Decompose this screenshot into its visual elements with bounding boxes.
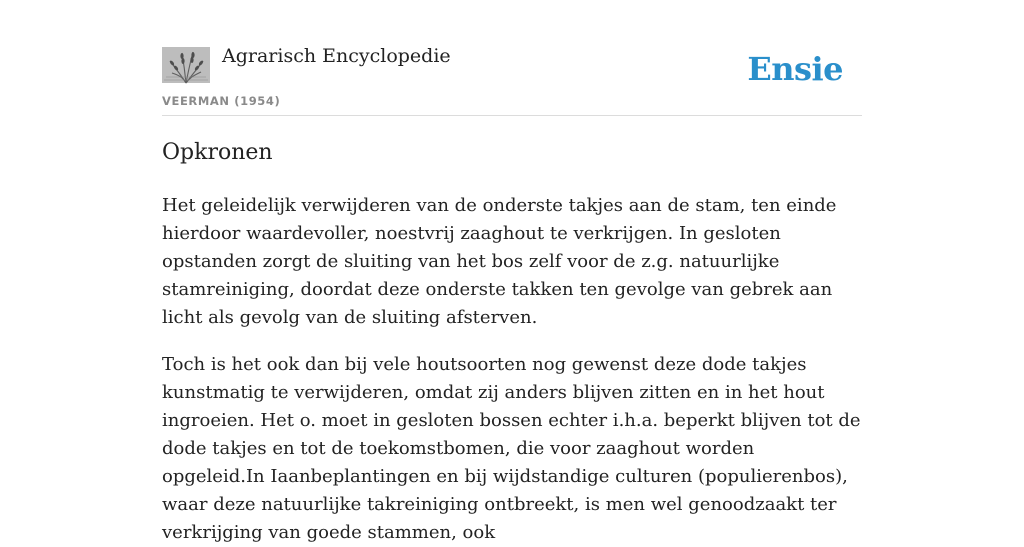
- brand-logo[interactable]: Ensie: [747, 50, 843, 88]
- article-paragraph: Toch is het ook dan bij vele houtsoorten nog gewenst deze dode takjes kunstmatig te verwijderen, omdat zij anders blijven zitten en in het hout ingroeien. Het o. moet in gesloten bossen echter i.h.a. beperkt blijven tot de dode takjes en tot de toekomstbomen, die voor zaaghout worden opgeleid.In Iaanbeplantingen en bij wijdstandige culturen (populierenbos), waar deze natuurlijke takreiniging ontbreekt, is men wel genoodzaakt ter verkrijging van goede stammen, ook: [162, 354, 861, 543]
- article-paragraph: Het geleidelijk verwijderen van de onderste takjes aan de stam, ten einde hierdoor waardevoller, noestvrij zaaghout te verkrijgen. In gesloten opstanden zorgt de sluiting van het bos zelf voor de z.g. natuurlijke stamreiniging, doordat deze onderste takken ten gevolge van gebrek aan licht als gevolg van de sluiting afsterven.: [162, 195, 837, 328]
- source-meta: VEERMAN (1954): [162, 94, 281, 108]
- source-name-link[interactable]: Agrarisch Encyclopedie: [222, 45, 451, 67]
- source-header: [162, 0, 862, 116]
- wheat-ears-icon[interactable]: [162, 47, 210, 83]
- page-title: Opkronen: [162, 140, 273, 165]
- article-container: [162, 0, 862, 543]
